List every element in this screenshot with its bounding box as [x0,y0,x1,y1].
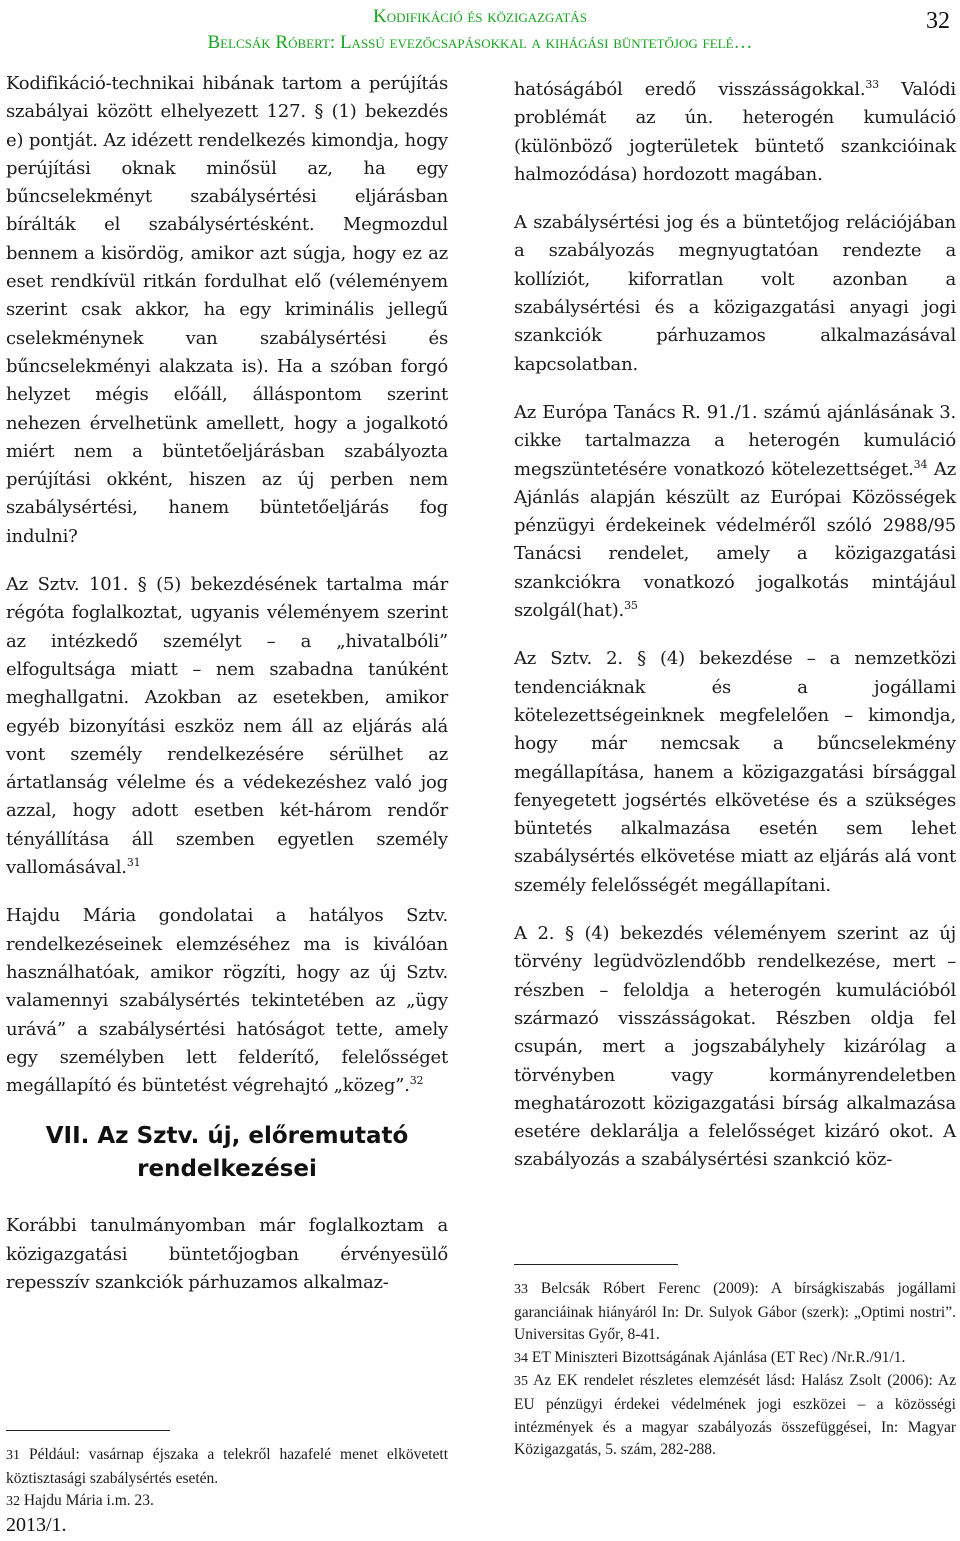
footnote-divider [514,1264,678,1265]
footnote-text: ET Miniszteri Bizottságának Ajánlása (ET Rec) /Nr.R./91/1. [528,1348,906,1366]
footnote-text: Hajdu Mária i.m. 23. [20,1492,154,1510]
footnote-ref[interactable]: 31 [126,856,141,870]
journal-title: Kodifikáció és közigazgatás [373,6,587,27]
footnote-number: 35 [514,1374,528,1390]
footnote [6,1444,448,1490]
footnotes-left [6,1444,448,1514]
footnotes-right [514,1278,956,1462]
section-heading: VII. Az Sztv. új, előremutató rendelkezései [45,1123,409,1183]
right-column [514,76,956,1195]
footnote-text: Az EK rendelet részletes elemzését lásd: Halász Zsolt (2006): Az EU pénzügyi érdekei védelmének jogi eszközei – a közösségi intézmények és a magyar szabályozás összefüggései, In: Magyar Közigazgatás, 5. szám, 282-288. [514,1372,956,1459]
footnote [6,1490,448,1514]
paragraph [514,76,956,189]
footnote-number: 33 [514,1282,528,1297]
footnote-ref[interactable]: 34 [913,457,928,471]
page-number: 32 [926,8,950,34]
article-title: Belcsák Róbert: Lassú evezőcsapásokkal a kihágási büntetőjog felé… [207,32,753,53]
footnote-ref[interactable]: 32 [409,1074,424,1088]
paragraph-text: Az Ajánlás alapján készült az Európai Közösségek pénzügyi érdekeinek védelméről szóló 2988/95 Tanácsi rendelet, amely a közigazgatási szankciókra vonatkozó jogalkotás mintájául szolgál(hat). [514,458,956,622]
footnote-divider [6,1430,170,1431]
footnote-ref[interactable]: 35 [624,599,638,613]
footnote-text: Belcsák Róbert Ferenc (2009): A bírságkiszabás jogállami garanciáinak hiányáról In: Dr. Sulyok Gábor (szerk): „Optimi nostri”. Universitas Győr, 8-41. [514,1280,956,1344]
issue-label: 2013/1. [6,1514,67,1536]
paragraph-text: Hajdu Mária gondolatai a hatályos Sztv. rendelkezéseinek elemzéséhez ma is kiválóan használhatóak, amikor rögzíti, hogy az új Sztv. valamennyi szabálysértés tekintetében az „ügy urává” a szabálysértési hatóságot tette, amely egy személyben lett felderítő, felelősséget megállapító és büntetést végrehajtó „közeg”. [6,905,448,1097]
footnote-number: 32 [6,1494,20,1510]
paragraph: Korábbi tanulmányomban már foglalkoztam a közigazgatási büntetőjogban érvényesülő repesszív szankciók párhuzamos alkalmaz- [6,1215,448,1293]
paragraph [6,571,448,882]
paragraph: A szabálysértési jog és a büntetőjog relációjában a szabályozás megnyugtatóan rendezte a kollíziót, kiforratlan volt azonban a szabálysértési és a közigazgatási anyagi jogi szankciók párhuzamos alkalmazásával kapcsolatban. [514,212,956,375]
footnote-ref[interactable]: 33 [865,78,879,91]
paragraph [514,399,956,625]
paragraph-text: Az Európa Tanács R. 91./1. számú ajánlásának 3. cikke tartalmazza a heterogén kumuláció megszüntetésére vonatkozó kötelezettséget. [514,401,956,480]
paragraph-text: Az Sztv. 101. § (5) bekezdésének tartalma már régóta foglalkoztat, ugyanis véleményem szerint az intézkedő személyt – a „hivatalbóli” elfogultsága miatt – nem szabadna tanúként meghallgatni. Azokban az esetekben, amikor egyéb bizonyítási eszköz nem áll az eljárás alá vont személy rendelkezésére sérülhet az ártatlanság vélelme és a védekezéshez való jog azzal, hogy adott esetben két-három rendőr tényállítása áll szemben egyetlen személy vallomásával. [6,574,448,879]
footnote [514,1278,956,1347]
footnote-number: 34 [514,1350,528,1366]
footnote-text: Például: vasárnap éjszaka a telekről hazafelé menet elkövetett köztisztasági szabálysértés esetén. [6,1446,448,1487]
footnote [514,1347,956,1371]
paragraph: Az Sztv. 2. § (4) bekezdése – a nemzetközi tendenciáknak és a jogállami kötelezettségeinknek megfelelően – kimondja, hogy már nemcsak a bűncselekmény megállapítása, hanem a közigazgatási bírsággal fenyegetett jogsértés elkövetése és a szükséges büntetés alkalmazása esetén sem lehet szabálysértés elkövetése miatt az eljárás alá vont személy felelősségét megállapítani. [514,648,956,896]
left-column [6,70,448,1317]
paragraph: A 2. § (4) bekezdés véleményem szerint az új törvény legüdvözlendőbb rendelkezése, mert – részben – feloldja a heterogén kumulációból származó visszásságokat. Részben oldja fel csupán, mert a jogszabályhely kizárólag a törvényben vagy kormányrendeletben meghatározott közigazgatási bírság alkalmazása esetére deklarálja a felelősséget kizáró okot. A szabályozás a szabálysértési szankció köz- [514,923,956,1171]
paragraph-text: Valódi problémát az ún. heterogén kumuláció (különböző jogterületek büntető szankcióinak halmozódása) hordozott magában. [514,79,956,185]
paragraph-text: hatóságából eredő visszásságokkal. [514,79,866,100]
paragraph [6,902,448,1100]
footnote-number: 31 [6,1448,20,1463]
paragraph: Kodifikáció-technikai hibának tartom a perújítás szabályai között elhelyezett 127. § (1) bekezdés e) pontját. Az idézett rendelkezés kimondja, hogy perújítási oknak minősül az, ha egy bűncselekményt szabálysértési eljárásban bírálták el szabálysértésként. Megmozdul bennem a kisördög, amikor azt súgja, hogy ez az eset rendkívül ritkán fordulhat elő (véleményem szerint csak akkor, ha egy kriminális jellegű cselekménynek van szabálysértési és bűncselekményi alakzata is). Ha a szóban forgó helyzet mégis előáll, álláspontom szerint nehezen érvelhetünk amellett, hogy a jogalkotó miért nem a büntetőeljárásban szabályozta perújítási okként, hiszen az új perben nem szabálysértési, hanem büntetőeljárás fog indulni? [6,73,448,547]
footnote [514,1370,956,1461]
running-header [0,4,960,64]
